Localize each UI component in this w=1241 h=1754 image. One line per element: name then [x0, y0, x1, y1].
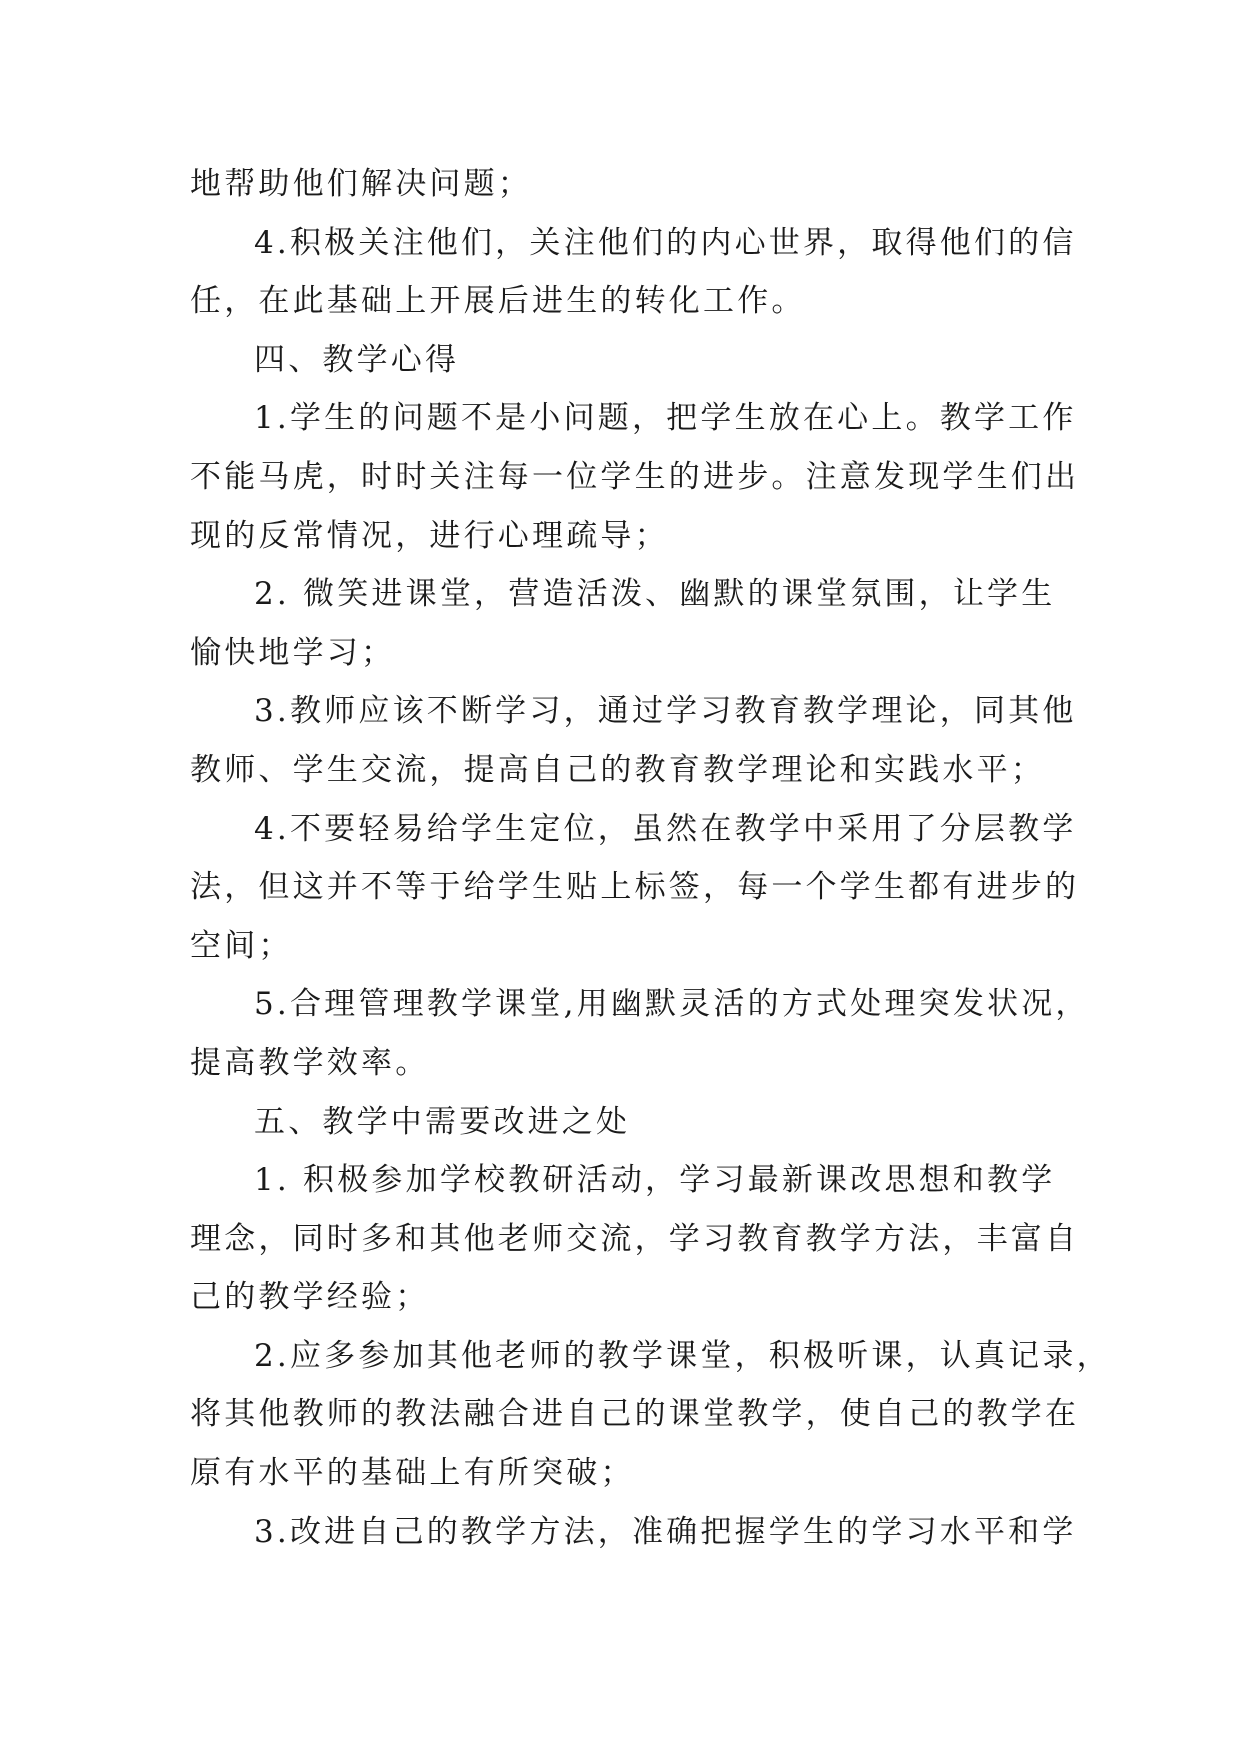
text-line: 4.不要轻易给学生定位，虽然在教学中采用了分层教学 — [254, 810, 1077, 847]
text-line: 空间； — [190, 927, 293, 964]
text-line: 理念，同时多和其他老师交流，学习教育教学方法，丰富自 — [190, 1220, 1080, 1257]
text-line: 1.学生的问题不是小问题，把学生放在心上。教学工作 — [254, 400, 1077, 437]
text-line: 2. 微笑进课堂，营造活泼、幽默的课堂氛围，让学生 — [254, 576, 1056, 613]
text-line: 原有水平的基础上有所突破； — [190, 1455, 635, 1492]
text-line: 将其他教师的教法融合进自己的课堂教学，使自己的教学在 — [190, 1396, 1080, 1433]
text-line: 地帮助他们解决问题； — [190, 166, 532, 202]
section-heading: 五、教学中需要改进之处 — [254, 1103, 631, 1140]
text-line: 法，但这并不等于给学生贴上标签，每一个学生都有进步的 — [190, 869, 1080, 906]
text-line: 3.教师应该不断学习，通过学习教育教学理论，同其他 — [254, 693, 1077, 730]
text-line: 提高教学效率。 — [190, 1044, 430, 1081]
text-line: 4.积极关注他们，关注他们的内心世界，取得他们的信 — [254, 224, 1077, 261]
text-line: 己的教学经验； — [190, 1279, 430, 1316]
text-line: 不能马虎，时时关注每一位学生的进步。注意发现学生们出 — [190, 458, 1080, 495]
text-line: 现的反常情况，进行心理疏导； — [190, 517, 669, 554]
text-line: 任，在此基础上开展后进生的转化工作。 — [190, 283, 806, 320]
text-line: 愉快地学习； — [190, 634, 396, 671]
text-line: 5.合理管理教学课堂,用幽默灵活的方式处理突发状况， — [254, 986, 1090, 1023]
text-line: 3.改进自己的教学方法，准确把握学生的学习水平和学 — [254, 1513, 1077, 1550]
section-heading: 四、教学心得 — [254, 341, 460, 378]
text-line: 2.应多参加其他老师的教学课堂，积极听课，认真记录， — [254, 1337, 1111, 1374]
document-body — [190, 155, 1111, 1561]
text-line: 教师、学生交流，提高自己的教育教学理论和实践水平； — [190, 751, 1045, 788]
text-line: 1. 积极参加学校教研活动，学习最新课改思想和教学 — [254, 1162, 1056, 1199]
